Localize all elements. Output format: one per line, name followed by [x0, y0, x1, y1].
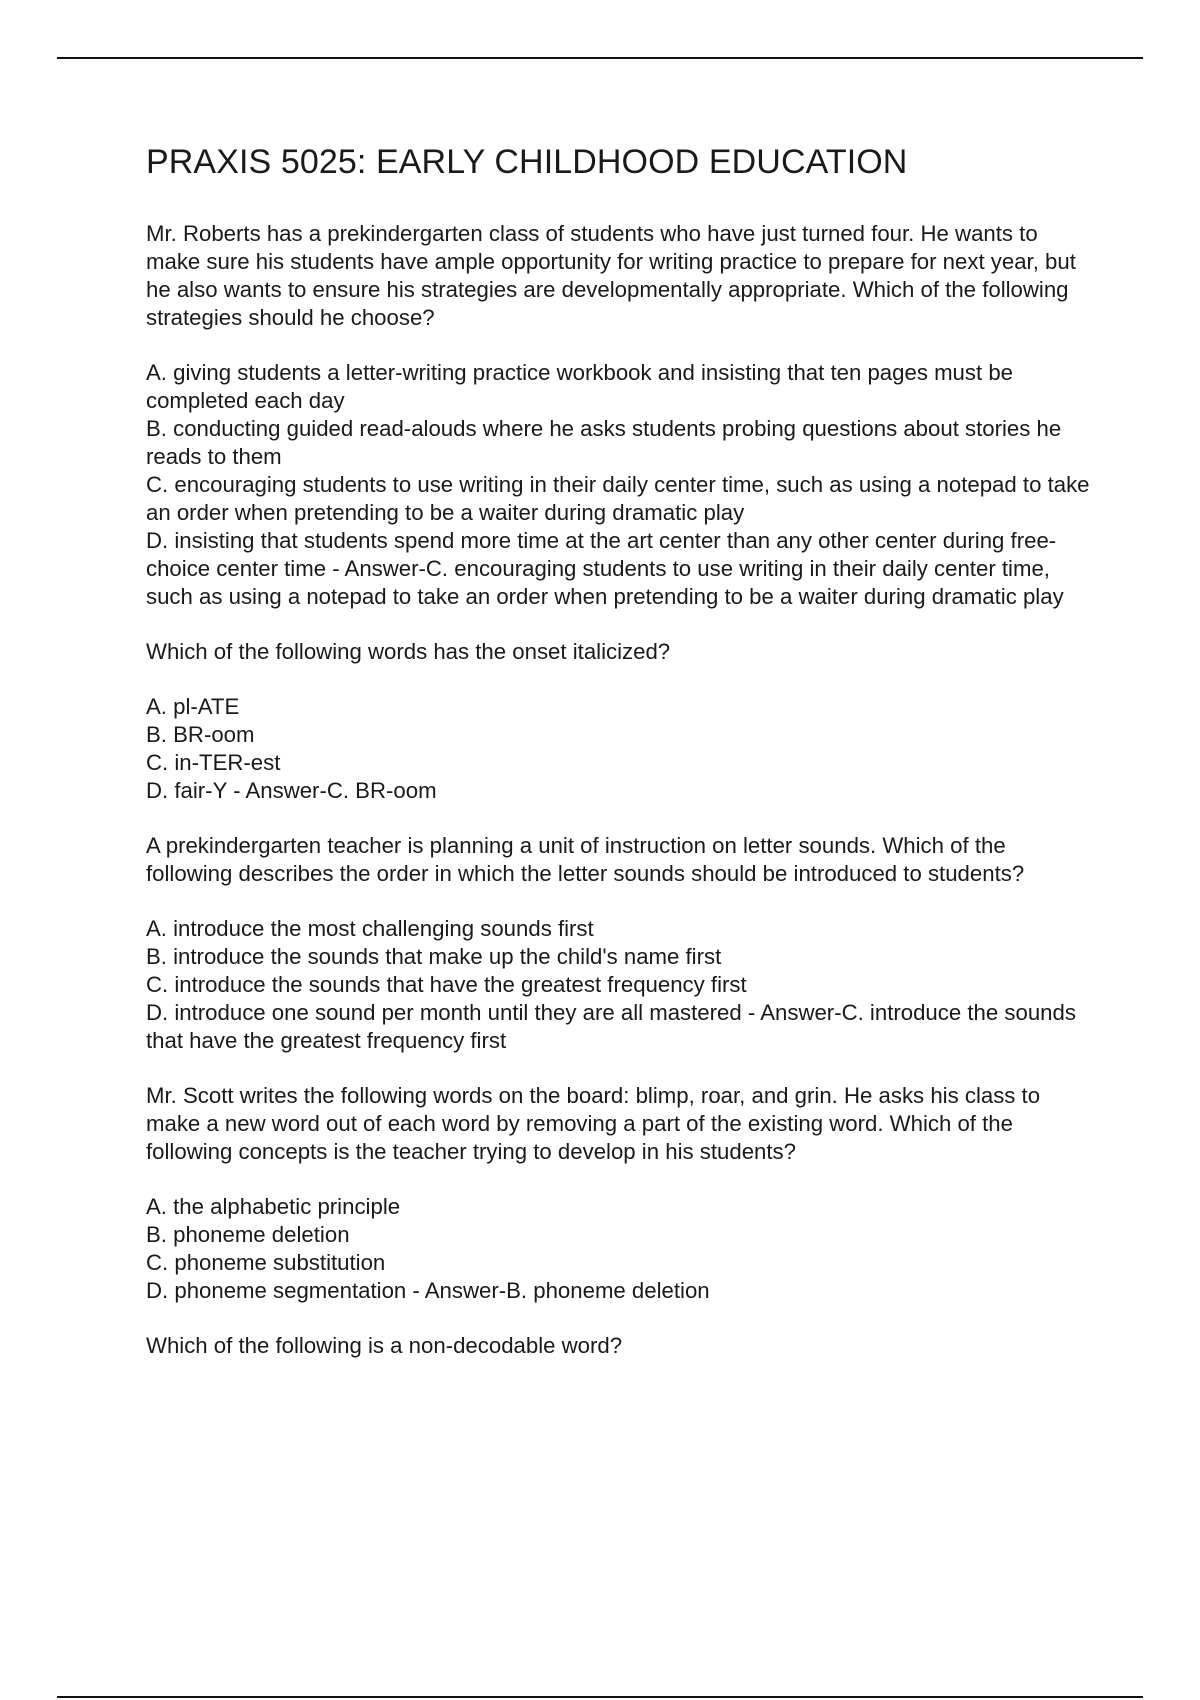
answer-text: - Answer-C. introduce the sounds that have the greatest frequency first: [146, 1000, 1083, 1053]
answer-options: [146, 693, 1096, 805]
option-c: C. phoneme substitution: [146, 1250, 386, 1275]
question-text: A prekindergarten teacher is planning a unit of instruction on letter sounds. Which of the following describes the order in which the letter sounds should be introduced to students?: [146, 833, 1025, 886]
question-3: [146, 832, 1096, 1055]
option-d-with-answer: [146, 527, 1096, 611]
option-d: D. insisting that students spend more time at the art center than any other center during free-choice center time: [146, 528, 1057, 581]
answer-text: - Answer-B. phoneme deletion: [406, 1278, 710, 1303]
document-title: PRAXIS 5025: EARLY CHILDHOOD EDUCATION: [146, 143, 908, 181]
option-a: A. pl-ATE: [146, 694, 240, 719]
document-page: [146, 140, 1096, 1360]
top-page-rule: [57, 57, 1143, 59]
question-text: Which of the following words has the onset italicized?: [146, 639, 671, 664]
answer-text: - Answer-C. encouraging students to use writing in their daily center time, such as using a notepad to take an order when pretending to be a waiter during dramatic play: [146, 556, 1064, 609]
question-2: [146, 638, 1096, 805]
option-d-with-answer: [146, 999, 1096, 1055]
option-d-with-answer: [146, 1277, 1096, 1305]
option-c: C. in-TER-est: [146, 750, 281, 775]
option-c: C. encouraging students to use writing in their daily center time, such as using a notepad to take an order when pretending to be a waiter during dramatic play: [146, 472, 1096, 525]
option-b: B. introduce the sounds that make up the child's name first: [146, 944, 722, 969]
option-d-with-answer: [146, 777, 1096, 805]
question-text: Mr. Roberts has a prekindergarten class of students who have just turned four. He wants to make sure his students have ample opportunity for writing practice to prepare for next year, but he also wants to ensure his strategies are developmentally appropriate. Which of the following strategies should he choose?: [146, 221, 1083, 330]
option-c: C. introduce the sounds that have the greatest frequency first: [146, 972, 747, 997]
option-a: A. the alphabetic principle: [146, 1194, 401, 1219]
option-a: A. giving students a letter-writing practice workbook and insisting that ten pages must be completed each day: [146, 360, 1020, 413]
option-d: D. fair-Y: [146, 778, 227, 803]
question-list: [146, 220, 1096, 1360]
option-d: D. phoneme segmentation: [146, 1278, 407, 1303]
answer-options: [146, 915, 1096, 1055]
answer-options: [146, 1193, 1096, 1305]
option-b: B. conducting guided read-alouds where he asks students probing questions about stories he reads to them: [146, 416, 1068, 469]
option-d: D. introduce one sound per month until they are all mastered: [146, 1000, 742, 1025]
option-b: B. BR-oom: [146, 722, 255, 747]
question-text: Which of the following is a non-decodable word?: [146, 1333, 623, 1358]
question-1: [146, 220, 1096, 611]
answer-options: [146, 359, 1096, 611]
option-a: A. introduce the most challenging sounds first: [146, 916, 594, 941]
question-5: [146, 1332, 1096, 1360]
bottom-page-rule: [57, 1696, 1143, 1698]
question-4: [146, 1082, 1096, 1305]
question-text: Mr. Scott writes the following words on the board: blimp, roar, and grin. He asks his class to make a new word out of each word by removing a part of the existing word. Which of the following concepts is the teacher trying to develop in his students?: [146, 1083, 1047, 1164]
option-b: B. phoneme deletion: [146, 1222, 350, 1247]
answer-text: - Answer-C. BR-oom: [226, 778, 437, 803]
